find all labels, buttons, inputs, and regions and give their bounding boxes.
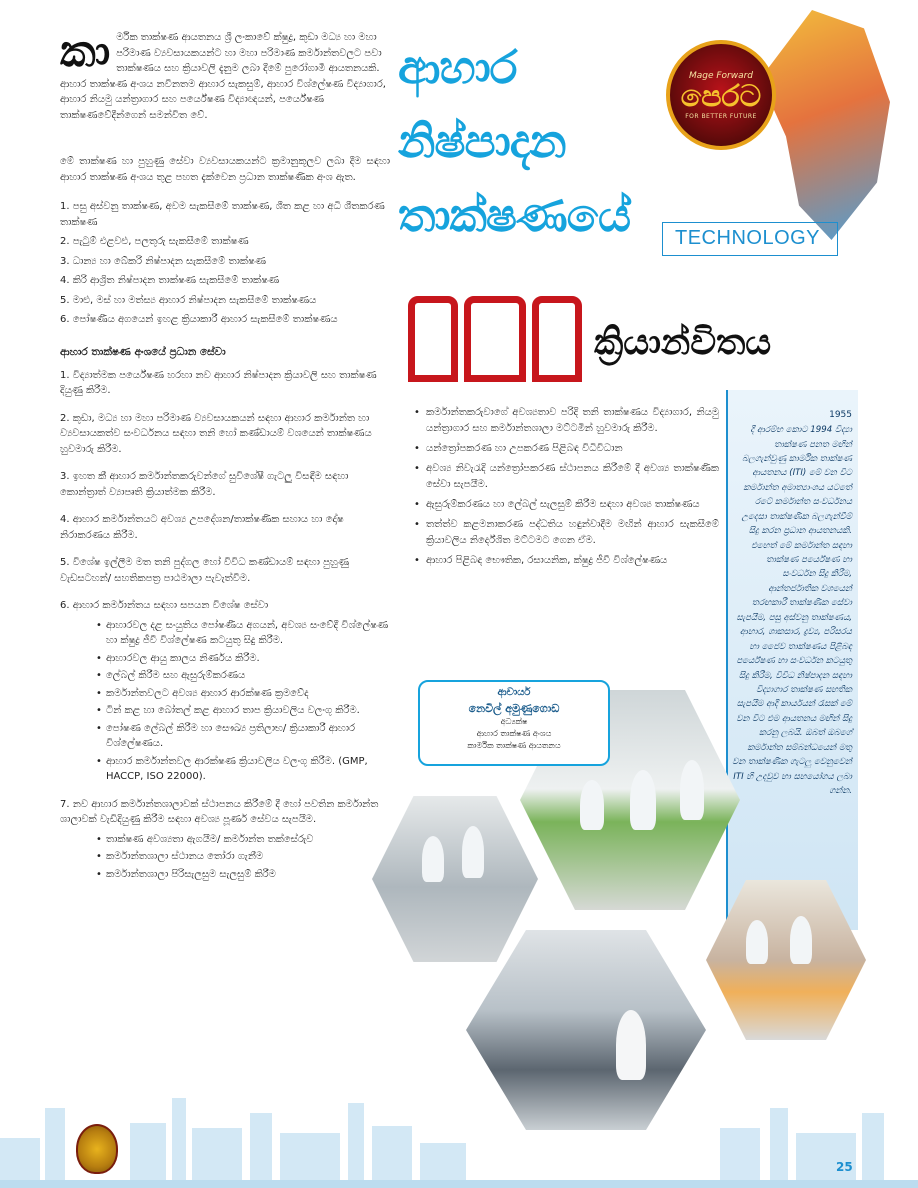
list-item: • ලේබල් කිරීම සහ ඇසුරුම්කරණය — [96, 668, 390, 684]
list-item: 5. මාළු, මස් හා මත්ස්‍ය ආහාර නිෂ්පාදන සැකසීමේ තාක්ෂණය — [60, 294, 317, 306]
services-heading: ආහාර තාක්ෂණ අංශයේ ප්‍රධාන සේවා — [60, 345, 226, 358]
list-item: • කර්මාන්තවලට අවශ්‍ය ආහාර ආරක්ෂණ ක්‍රමවේද — [96, 686, 390, 702]
list-item: • ආහාරවල දළ සංයුතිය පෝෂණීය අගයන්, අවශ්‍ය සංවේදී විශ්ලේෂණ හා ක්ෂුද්‍ර ජීවී විශ්ලේෂණ කටයුතු සිදු කිරීම. — [96, 618, 390, 649]
director-box — [418, 680, 610, 766]
list-item: • කර්මාන්තශාලා පිරිසැලසුම සැලසුම් කිරීම — [96, 867, 390, 883]
director-division: ආහාර තාක්ෂණ අංශය — [476, 729, 552, 739]
list-item: • ආහාර කර්මාන්තවල ආරක්ෂණ ක්‍රියාවලිය වලංගු කිරීම. (GMP, HACCP, ISO 22000). — [96, 754, 390, 785]
badge-subtitle: FOR BETTER FUTURE — [685, 112, 757, 120]
list-item: 1. පසු අස්වනු තාක්ෂණ, අවම සැකසීමේ තාක්ෂණ, ශීත කළ හා අධි ශීතකරණ තාක්ෂණ — [60, 201, 385, 228]
sri-lanka-emblem-icon — [76, 1124, 118, 1174]
iti-letter-shape — [464, 296, 526, 382]
lab-worker-figure — [462, 826, 484, 878]
list-item: • තාක්ෂණ අවශ්‍යතා ඇගයීම/ කර්මාන්ත තක්සේරුව — [96, 832, 390, 848]
lab-photo — [372, 796, 538, 962]
list-item: • තත්ත්ව කළමනාකරණ පද්ධතිය හඳුන්වාදීම මඟින් ආහාර සැකසීමේ ක්‍රියාවලිය නිර්දේශිත මට්ටමට ගෙන ඒම. — [414, 517, 719, 549]
intro-paragraph — [60, 26, 390, 140]
list-item: • පෝෂණ ලේබල් කිරීම හා සෞඛ්‍ය ප්‍රතිලාභ/ ක්‍රියාකාරී ආහාර විශ්ලේෂණය. — [96, 721, 390, 752]
tech-areas-list — [60, 199, 390, 328]
overview-paragraph: මේ තාක්ෂණ හා පුහුණු සේවා ව්‍යවසායකයන්ට ක්‍රමානුකූලව ලබා දීම සඳහා ආහාර තාක්ෂණ අංශය තුළ පහත දැක්වෙන ප්‍රධාන තාක්ෂණික අංශ ඇත. — [60, 156, 390, 183]
list-item: • කර්මාන්තශාලා ස්ථානය තෝරා ගැනීම — [96, 849, 390, 865]
badge-title: පෙරට — [680, 78, 762, 114]
special-services-title: 6. ආහාර කර්මාන්තය සඳහා සපයන විශේෂ සේවා — [60, 600, 269, 612]
service-7-list — [96, 832, 390, 883]
lab-worker-figure — [746, 920, 768, 964]
iti-letter-shape — [408, 296, 458, 382]
list-item: • කර්මාන්තකරුවාගේ අවශ්‍යතාව පරිදි තනි තාක්ෂණය විද්‍යාගාර, නියමු යන්ත්‍රාගාර සහ කර්මාන්තශාලා මට්ටමින් හුවමාරු කිරීම. — [414, 405, 719, 437]
article-title — [398, 30, 648, 252]
list-item: 6. පෝෂණීය අගයෙන් ඉහළ ක්‍රියාකාරී ආහාර සැකසීමේ තාක්ෂණය — [60, 314, 338, 325]
decorative-splash — [760, 10, 890, 240]
list-item: • ආහාර පිළිබඳ භෞතික, රසායනික, ක්ෂුද්‍ර ජීවී විශ්ලේෂණය — [414, 553, 719, 569]
list-item: 3. ඉහත කී ආහාර කර්මාන්තකරුවන්ගේ සුවිශේෂී ගැටලු විසඳීම සඳහා කොන්ත්‍රාත් ව්‍යාපෘති ක්‍රියාත්මක කිරීම. — [60, 471, 349, 498]
title-line: තාක්ෂණයේ — [398, 188, 631, 242]
list-item: • ඇසුරුම්කරණය හා ලේබල් සැලසුම් කිරීම සඳහා අවශ්‍ය තාක්ෂණය — [414, 497, 719, 513]
list-item: • අවශ්‍ය නිවැරැදි යන්ත්‍රෝපකරණ ස්ථාපනය කිරීමේ දී අවශ්‍ය තාක්ෂණික සේවා සැපයීම. — [414, 461, 719, 493]
list-item — [60, 797, 390, 883]
middle-column — [414, 405, 719, 573]
list-item: • යන්ත්‍රෝපකරණ හා උපකරණ පිළිබඳ විධිවිධාන — [414, 441, 719, 457]
service-7-text: 7. නව ආහාර කර්මාන්තශාලාවක් ස්ථාපනය කිරීමේ දී හෝ පවතින කර්මාන්ත ශාලාවක් වැඩිදියුණු කිරීම සඳහා අවශ්‍ය පූර්ණ සේවය සැපයීම. — [60, 798, 379, 826]
section-label: TECHNOLOGY — [662, 222, 838, 256]
lab-worker-figure — [422, 836, 444, 882]
iti-logo-letters — [408, 296, 582, 382]
director-title: ආචාර්ය — [497, 687, 531, 698]
director-institute: කාර්මික තාක්ෂණ ආයතනය — [467, 740, 561, 750]
title-line: නිෂ්පාදන — [398, 114, 566, 168]
director-name: නෙවිල් අමුණුගොඩ — [468, 701, 560, 715]
director-position: අධ්‍යක්ෂ — [500, 717, 528, 727]
history-body: දී ආරම්භ කොට 1994 විද්‍යා තාක්ෂණ පනත මඟින් බලගැන්වුණු කාර්මික තාක්ෂණ ආයතනය (ITI) මේ වන විට කර්මාන්ත අමාත්‍යාංශය යටතේ රටේ කර්මාන්ත සංවර්ධනය උදෙසා තාක්ෂණික බලගැන්වීම් සිදු කරන ප්‍රධාන ආයතනයකි. එහෙත් මේ කර්මාන්ත සඳහා තාක්ෂණ පර්යේෂණ හා සංවර්ධන සිදු කිරීම, ආන්තර්ජාතික වශයෙන් තරඟකාරී තාක්ෂණික සේවා සැපයීම, පසු අස්වනු තාක්ෂණය, ආහාර, ශාකසාර, ද්‍රව්‍ය, පරිසරය හා ජෛව තාක්ෂණය පිළිබඳ පර්යේෂණ හා සංවර්ධන කටයුතු සිදු කිරීම, විවිධ නිෂ්පාදන සඳහා විද්‍යාගාර තාක්ෂණ සහතික සැපයීම ආදී කාර්යයන් රැසක් මේ වන විට එම ආයතනය මඟින් සිදු කරනු ලබයි. ඔබත් ඔබගේ කර්මාන්ත සම්බන්ධයෙන් මතු වන තාක්ෂණික ගැටලු වෙනුවෙන් ITI හි උදවුව හා සහයෝගය ලබා ගන්න. — [732, 425, 852, 797]
intro-text: ර්මික තාක්ෂණ ආයතනය ශ්‍රී ලංකාවේ ක්ෂුද්‍ර, කුඩා මධ්‍ය හා මහා පරිමාණ ව්‍යවසායකයන්ට හා මහා පරිමාණ කර්මාන්තවලට පවා තාක්ෂණය සහ ක්‍රියාවලි දැනුම ලබා දීමේ පුරෝගාමී ආයතනයකි. ආහාර තාක්ෂණ අංශය නවීනතම ආහාර සැකසුම්, ආහාර විශ්ලේෂණ විද්‍යාගාර, ආහාර නියමු යන්ත්‍රාගාර සහ පර්යේෂණ විද්‍යාඥයන්, පර්යේෂණ තාක්ෂණවේදීන්ගෙන් සමන්විත වේ. — [60, 32, 386, 121]
list-item: 2. පැටුම් එළවළු, පලතුරු සැකසීමේ තාක්ෂණ — [60, 236, 249, 247]
badge-tagline: Mage Forward — [688, 70, 754, 81]
page-number: 25 — [836, 1160, 853, 1174]
lab-worker-figure — [630, 770, 656, 830]
services-list — [60, 368, 390, 883]
iti-subtitle: ක්‍රියාන්විතය — [594, 322, 772, 363]
list-item: 1. විද්‍යාත්මක පර්යේෂණ හරහා නව ආහාර නිෂ්පාදන ක්‍රියාවලි සහ තාක්ෂණ දියුණු කිරීම. — [60, 369, 377, 397]
list-item: 5. විශේෂ ඉල්ලීම මත තනි පුද්ගල හෝ විවිධ කණ්ඩායම් සඳහා පුහුණු වැඩසටහන්/ සහතිකපත්‍ර පාඨමාලා පැවැත්වීම. — [60, 557, 350, 584]
lab-worker-figure — [580, 780, 604, 830]
drop-cap: කා — [60, 26, 111, 77]
list-item: 4. ආහාර කර්මාන්තයට අවශ්‍ය උපදේශන/තාක්ෂණික සහාය හා දෝෂ නිරාකරණය කිරීම. — [60, 514, 344, 541]
list-item: 4. කිරි ආශ්‍රිත නිෂ්පාදන තාක්ෂණ සැකසීමේ තාක්ෂණ — [60, 275, 280, 286]
title-line: ආහාර — [398, 40, 517, 94]
iti-heading — [408, 296, 848, 386]
list-item: 2. කුඩා, මධ්‍ය හා මහා පරිමාණ ව්‍යවසායකයන් සඳහා ආහාර කර්මාන්ත හා ව්‍යවසායකත්ව සංවර්ධනය සඳහා තනි හෝ කණ්ඩායම් වශයෙන් තාක්ෂණය හුවමාරු කිරීම. — [60, 412, 372, 455]
lab-worker-figure — [680, 760, 704, 820]
list-item: • ආහාරවල ආයු කාලය නිර්ණය කිරීම. — [96, 651, 390, 667]
history-text — [732, 408, 852, 798]
left-column — [60, 26, 390, 894]
iti-letter-shape — [532, 296, 582, 382]
mid-bullets-list — [414, 405, 719, 569]
lab-worker-figure — [790, 916, 812, 964]
history-year: 1955 — [829, 410, 852, 420]
perata-badge-logo — [666, 40, 776, 150]
list-item: • ටින් කළ හා බෝතල් කළ ආහාර තාප ක්‍රියාවලිය වලංගු කිරීම. — [96, 703, 390, 719]
city-skyline-graphic — [0, 1068, 918, 1188]
list-item: 3. ධාන්‍ය හා බේකරි නිෂ්පාදන සැකසීමේ තාක්ෂණ — [60, 255, 267, 267]
special-services-list — [96, 618, 390, 785]
list-item — [60, 598, 390, 785]
